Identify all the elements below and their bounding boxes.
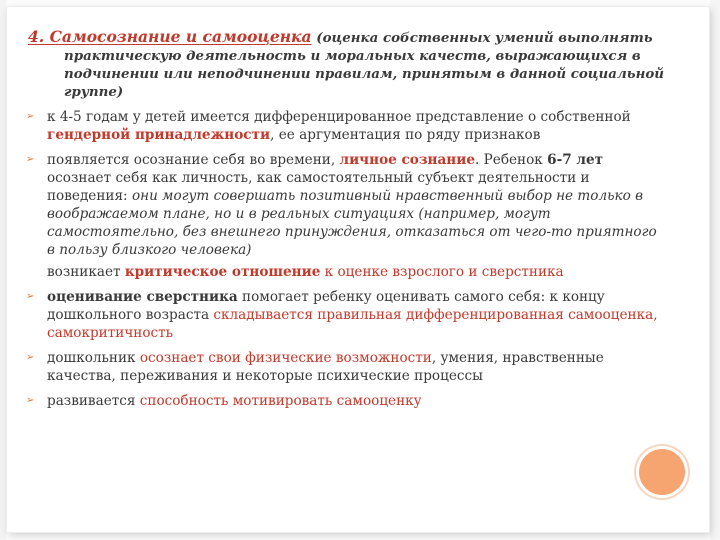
slide-content xyxy=(26,28,666,410)
list-item xyxy=(26,263,666,281)
title-description-line: подчинении или неподчинении правилам, принятым в данной социальной xyxy=(64,66,665,82)
text-run: возникает xyxy=(47,264,125,280)
arrow-bullet-icon: ➢ xyxy=(26,291,35,302)
list-item-text xyxy=(47,151,666,259)
decorative-orange-circle xyxy=(639,449,685,495)
highlight-text: способность мотивировать самооценку xyxy=(139,393,422,409)
highlight-text: осознает свои физические возможности xyxy=(139,350,432,366)
list-item-text xyxy=(47,349,666,385)
title-description-line: группе) xyxy=(64,84,124,100)
slide-title xyxy=(28,28,666,101)
title-heading: 4. Самосознание и самооценка xyxy=(28,27,312,46)
highlight-text: складывается правильная дифференцированная самооценка, самокритичность xyxy=(47,307,658,341)
text-run: появляется осознание себя во времени, xyxy=(47,152,340,168)
highlight-text: критическое отношение xyxy=(124,264,321,280)
highlight-text: к оценке взрослого и сверстника xyxy=(320,264,564,280)
arrow-bullet-icon: ➢ xyxy=(26,395,35,406)
list-item-text xyxy=(47,108,666,144)
list-item xyxy=(26,349,666,385)
text-run: развивается xyxy=(47,393,140,409)
highlight-text: личное сознание xyxy=(339,152,475,168)
bold-text: оценивание сверстника xyxy=(47,289,238,305)
bold-text: 6-7 лет xyxy=(547,152,604,168)
left-edge-stripe xyxy=(0,0,6,540)
text-run: помогает ребенку оценивать самого себя: к концу дошкольного возраста xyxy=(47,289,605,323)
list-item xyxy=(26,392,666,410)
text-run: . Ребенок xyxy=(474,152,548,168)
text-run: , умения, нравственные качества, переживания и некоторые психические процессы xyxy=(47,350,604,384)
arrow-bullet-icon: ➢ xyxy=(26,111,35,122)
list-item xyxy=(26,288,666,342)
italic-text: они могут совершать позитивный нравственный выбор не только в воображаемом плане, но и в реальных ситуациях (например, могут самостоятельно, без внешнего принуждения, отказаться от чего-то приятного в пользу близкого человека) xyxy=(47,188,657,258)
text-run: дошкольник xyxy=(47,350,140,366)
arrow-bullet-icon: ➢ xyxy=(26,154,35,165)
list-item-text xyxy=(47,288,666,342)
title-description-line: практическую деятельность и моральных качеств, выражающихся в xyxy=(64,48,641,64)
list-item xyxy=(26,108,666,144)
text-run: осознает себя как личность, как самостоятельный субъект деятельности и поведения: xyxy=(47,170,590,204)
title-description: (оценка собственных умений выполнять xyxy=(311,30,653,46)
list-item-text xyxy=(47,263,666,281)
highlight-text: гендерной принадлежности xyxy=(47,127,271,143)
right-edge-stripe xyxy=(710,0,720,540)
text-run: , ее аргументация по ряду признаков xyxy=(270,127,541,143)
text-run: к 4-5 годам у детей имеется дифференцированное представление о собственной xyxy=(47,109,631,125)
list-item-text xyxy=(47,392,666,410)
arrow-bullet-icon: ➢ xyxy=(26,352,35,363)
list-item xyxy=(26,151,666,259)
